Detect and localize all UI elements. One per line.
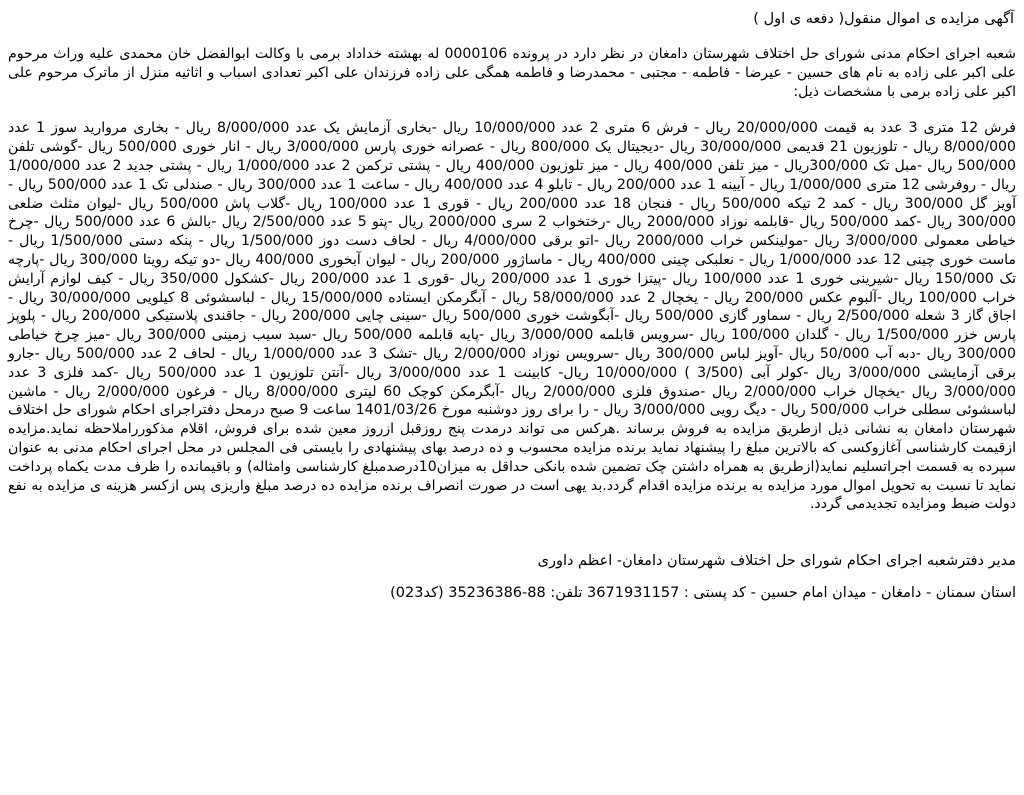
notice-title: آگهی مزایده ی اموال منقول( دفعه ی اول ) xyxy=(753,11,1014,27)
auction-items-paragraph: فرش 12 متری 3 عدد به قیمت 20/000/000 ریال - فرش 6 متری 2 عدد 10/000/000 ریال -بخاری آزمایش یک عدد 8/000/000 ریال - بخاری مروارید سوز 1 عدد 8/000/000 ریال - تلوزیون 21 قدیمی 30/000/000 ریال -دیجیتال یک 800/000 ریال - عصرانه خوری پارس 3/000/000 ریال - انار خوری 500/000 ریال -گوشی تلفن 500/000 ریال -مبل تک 300/000ریال - میز تلفن 400/000 ریال - میز تلوزیون 400/000 ریال - پشتی ترکمن 2 عدد 1/000/000 ریال - پشتی جدید 2 عدد 1/000/000 ریال - روفرشی 12 متری 1/000/000 ریال - آیینه 1 عدد 200/000 ریال - تابلو 4 عدد 400/000 ریال - ساعت 1 عدد 300/000 ریال - صندلی تک 1 عدد 500/000 ریال - آویز گل 300/000 ریال - کمد 2 تیکه 500/000 ریال - فنجان 18 عدد 200/000 ریال - قوری 1 عدد 100/000 ریال -گلاب پاش 500/000 ریال -لیوان مثلث ضلعی 300/000 ریال -کمد 500/000 ریال -قابلمه نوزاد 2000/000 ریال -رختخواب 2 سری 2000/000 ریال -پتو 5 عدد 2/500/000 ریال -بالش 6 عدد 500/000 ریال -چرخ خیاطی معمولی 3/000/000 ریال -مولینکس خراب 2000/000 ریال -اتو برقی 4/000/000 ریال - لحاف دست دوز 1/500/000 ریال - پنکه دستی 1/500/000 ریال - ماست خوری چینی 12 عدد 1/000/000 ریال - نعلبکی چینی 400/000 ریال - ماساژور 200/000 ریال - لیوان آبخوری 400/000 ریال -دو تیکه رویتا 300/000 ریال -پارچه تک 150/000 ریال -شیرینی خوری 1 عدد 100/000 ریال -پیتزا خوری 1 عدد 200/000 ریال -قوری 1 عدد 200/000 ریال -کشکول 350/000 ریال - کیف لوازم آرایش خراب 100/000 ریال -آلبوم عکس 200/000 ریال - یخچال 2 عدد 58/000/000 ریال - آبگرمکن ایستاده 15/000/000 ریال - لباسشوئی 8 کیلویی 30/000/000 ریال - اجاق گاز 3 شعله 2/500/000 ریال - سماور گازی 500/000 ریال -آبگوشت خوری 500/000 ریال -سینی چایی 200/000 ریال - جاقندی پلاستیکی 200/000 ریال - پلوپز پارس خزر 1/500/000 ریال - گلدان 100/000 ریال -سرویس قابلمه 3/000/000 ریال -پایه قابلمه 500/000 ریال -سبد سیب زمینی 300/000 ریال -میز چرخ خیاطی 300/000 ریال -دبه آب 50/000 ریال -آویز لباس 300/000 ریال -سرویس نوزاد 2/000/000 ریال -تشک 3 عدد 1/000/000 ریال - لحاف 2 عدد 500/000 ریال -جارو برقی آزمایشی 3/000/000 ریال -کولر آبی (3/500 ) 10/000/000 ریال- کابینت 1 عدد 3/000/000 ریال -آنتن تلوزیون 1 عدد 500/000 ریال -کمد فلزی 3 عدد 3/000/000 ریال -یخچال خراب 2/000/000 ریال -صندوق فلزی 2/000/000 ریال -آبگرمکن کوچک 60 لیتری 8/000/000 ریال - فرغون 2/000/000 ریال - ماشین لباسشوئی سطلی خراب 500/000 ریال - دیگ رویی 3/000/000 ریال - را برای روز دوشنبه مورخ 1401/03/26 ساعت 9 صبح درمحل دفتراجرای احکام شورای حل اختلاف شهرستان دامغان به نشانی ذیل ازطریق مزایده به فروش برساند .هرکس می تواند درمدت پنج روزقبل ازروز معین شده برای فروش، اقلام مذکورراملاحظه نماید.مزایده ازقیمت کارشناسی آغازوکسی که بالاترین مبلغ را پیشنهاد نماید برنده مزایده محسوب و ده درصد بهای پیشنهادی را بایستی فی المجلس در محل اجرای احکام مدنی به عنوان سپرده به قسمت اجراتسلیم نماید(ازطریق به همراه داشتن چک تضمین شده بانکی حداقل به میزان10درصدمبلغ کارشناسی وامثاله) و باقیمانده را ظرف مدت یکماه پرداخت نماید تا نسبت به تحویل اموال مورد مزایده به برنده مزایده اقدام گردد.بد یهی است در صورت انصراف برنده مزایده ده درصد مبلغ واریزی پس ازکسر هزینه ی مزایده به نفع دولت ضبط ومزایده تجدیدمی گردد. xyxy=(8,120,1017,513)
notice-intro-paragraph: شعبه اجرای احکام مدنی شورای حل اختلاف شهرستان دامغان در نظر دارد در پرونده 0000106 له بهشته خداداد برمی با وکالت ابوالفضل خان محمدی علیه وراث مرحوم علی اکبر علی زاده به نام های حسین - عیرضا - فاطمه - مجتبی - محمدرضا و فاطمه همگی علی زاده فرزندان علی اکبر تعدادی اسباب و اثاثیه منزل از ماترک مرحوم علی اکبر علی زاده برمی با مشخصات ذیل: xyxy=(8,46,1016,100)
signature-line: مدیر دفترشعبه اجرای احکام شورای حل اختلاف شهرستان دامغان- اعظم داوری xyxy=(537,553,1016,570)
address-line: استان سمنان - دامغان - میدان امام حسین - کد پستی : 3671931157 تلفن: 88-35236386 (کد023) xyxy=(390,585,1016,602)
